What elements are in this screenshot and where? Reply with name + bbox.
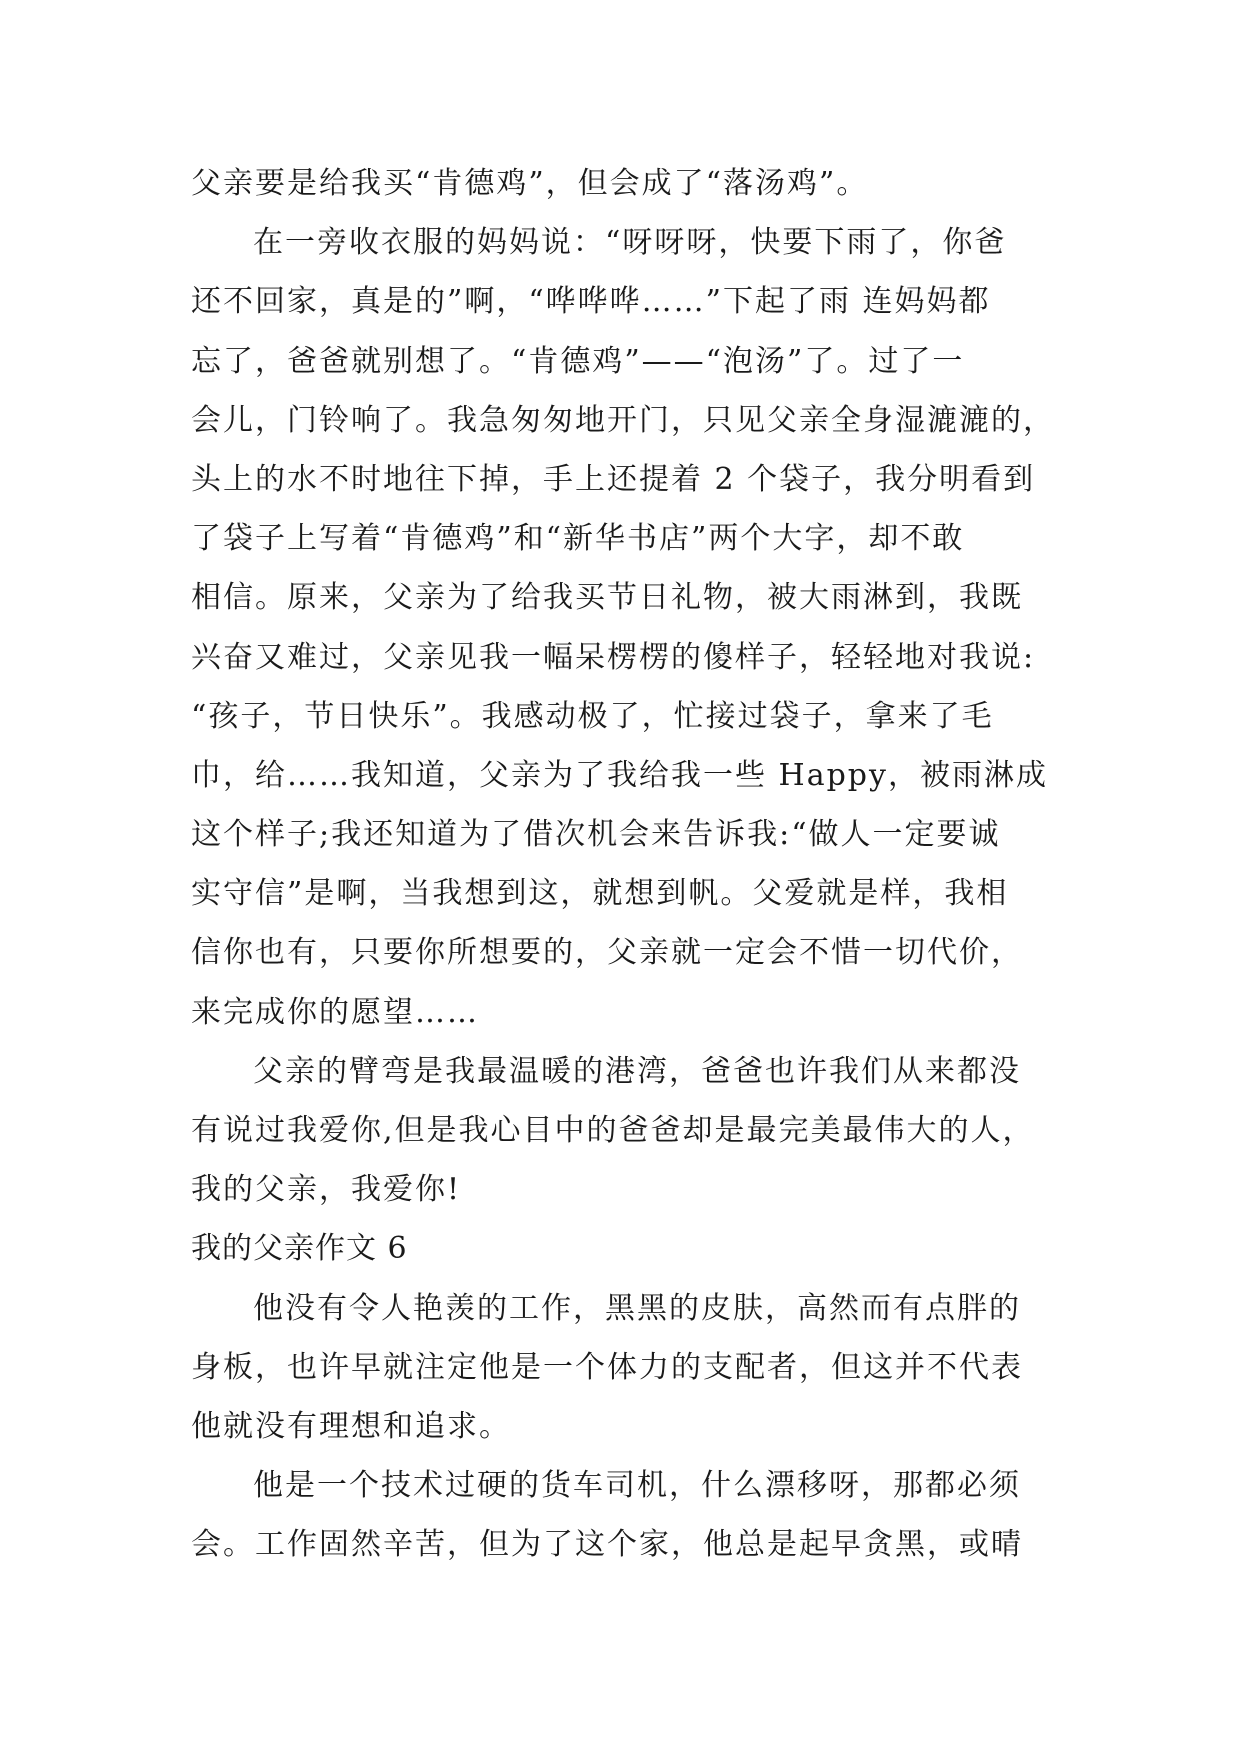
text-line: 这个样子;我还知道为了借次机会来告诉我:“做人一定要诚 xyxy=(191,817,1001,853)
text-line: 他是一个技术过硬的货车司机，什么漂移呀，那都必须 xyxy=(253,1468,1021,1504)
heading-text: 我的父亲作文 6 xyxy=(191,1231,408,1267)
text-line: 父亲要是给我买“肯德鸡”，但会成了“落汤鸡”。 xyxy=(191,166,869,201)
text-line: “孩子，节日快乐”。我感动极了，忙接过袋子，拿来了毛 xyxy=(191,698,994,734)
text-line: 有说过我爱你,但是我心目中的爸爸却是最完美最伟大的人， xyxy=(191,1113,1035,1148)
paragraph xyxy=(191,213,1061,1042)
text-line: 他就没有理想和追求。 xyxy=(191,1408,511,1444)
text-line: 父亲的臂弯是我最温暖的港湾，爸爸也许我们从来都没 xyxy=(253,1053,1021,1089)
paragraph xyxy=(191,1456,1061,1574)
text-line: 实守信”是啊，当我想到这，就想到帆。父爱就是样，我相 xyxy=(191,876,1009,912)
text-line: 兴奋又难过，父亲见我一幅呆楞楞的傻样子，轻轻地对我说: xyxy=(191,639,1036,675)
text-line: 会。工作固然辛苦，但为了这个家，他总是起早贪黑，或晴 xyxy=(191,1527,1023,1563)
text-line: 身板，也许早就注定他是一个体力的支配者，但这并不代表 xyxy=(191,1349,1023,1385)
text-line: 信你也有，只要你所想要的，父亲就一定会不惜一切代价， xyxy=(191,935,1023,971)
document-page xyxy=(191,154,1061,1575)
text-line: 了袋子上写着“肯德鸡”和“新华书店”两个大字，却不敢 xyxy=(191,521,965,557)
paragraph xyxy=(191,1042,1061,1220)
text-line: 在一旁收衣服的妈妈说：“呀呀呀，快要下雨了，你爸 xyxy=(253,225,1007,261)
text-line: 忘了，爸爸就别想了。“肯德鸡”——“泡汤”了。过了一 xyxy=(191,343,965,379)
section-heading xyxy=(191,1219,1061,1278)
paragraph xyxy=(191,1279,1061,1457)
text-line: 来完成你的愿望…… xyxy=(191,994,479,1030)
text-line: 我的父亲，我爱你! xyxy=(191,1172,462,1208)
text-line: 还不回家，真是的”啊，“哗哗哗……”下起了雨 连妈妈都 xyxy=(191,284,991,320)
text-line: 他没有令人艳羡的工作，黑黑的皮肤，高然而有点胖的 xyxy=(253,1290,1021,1326)
text-line: 会儿，门铃响了。我急匆匆地开门，只见父亲全身湿漉漉的， xyxy=(191,402,1055,438)
text-line: 相信。原来，父亲为了给我买节日礼物，被大雨淋到，我既 xyxy=(191,580,1023,616)
paragraph xyxy=(191,154,1061,213)
text-line: 巾，给……我知道，父亲为了我给我一些 Happy，被雨淋成 xyxy=(191,757,1048,793)
text-line: 头上的水不时地往下掉，手上还提着 2 个袋子，我分明看到 xyxy=(191,461,1036,497)
